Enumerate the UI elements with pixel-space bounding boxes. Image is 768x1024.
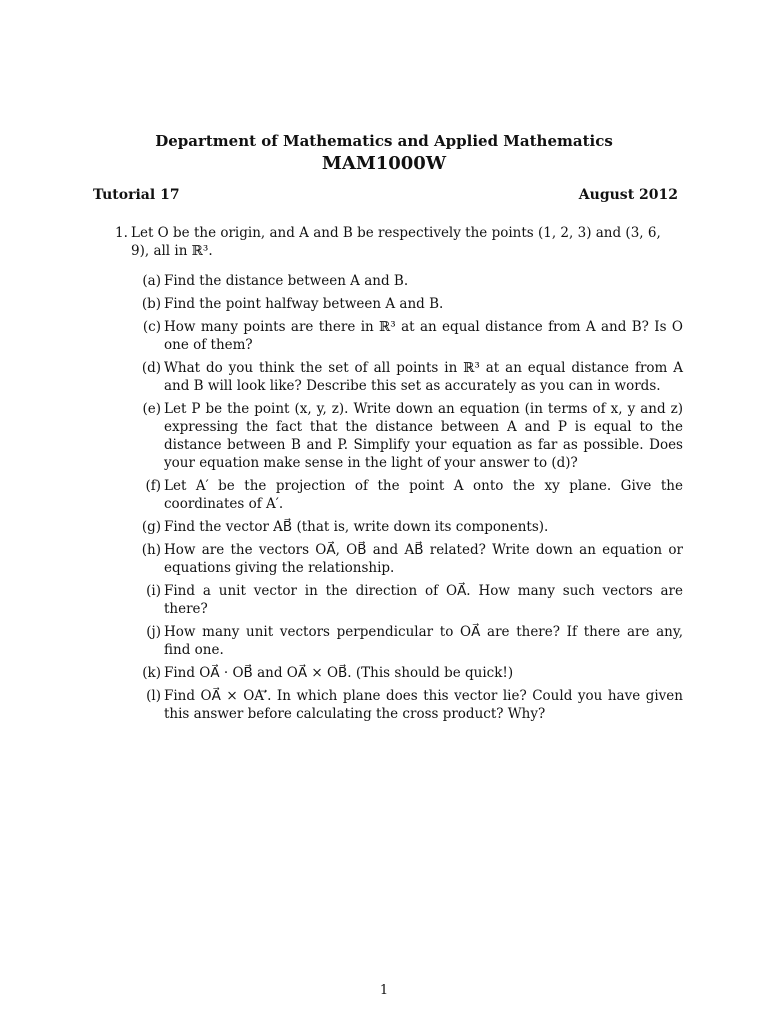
sub-question-e [115, 400, 683, 472]
tutorial-number: Tutorial 17 [93, 187, 180, 203]
sub-question-b [115, 295, 683, 313]
department-heading: Department of Mathematics and Applied Mathematics [155, 132, 613, 150]
tutorial-date: August 2012 [578, 187, 678, 203]
sub-question-label: (g) [141, 519, 161, 535]
sub-question-a [115, 272, 683, 290]
sub-question-f [115, 477, 683, 513]
sub-question-label: (h) [141, 542, 161, 558]
page-number: 1 [379, 983, 389, 998]
sub-question-i [115, 582, 683, 618]
sub-question-text: Find the vector AB⃗ (that is, write down its components). [164, 519, 549, 535]
sub-question-text: What do you think the set of all points in ℝ³ at an equal distance from A and B will look like? Describe this set as accurately as you can in words. [164, 360, 683, 394]
sub-question-label: (e) [142, 401, 161, 417]
sub-question-j [115, 623, 683, 659]
sub-question-text: How many points are there in ℝ³ at an equal distance from A and B? Is O one of them? [164, 319, 683, 353]
sub-question-l [115, 687, 683, 723]
sub-question-text: How are the vectors OA⃗, OB⃗ and AB⃗ related? Write down an equation or equations giving the relationship. [164, 542, 683, 576]
sub-question-label: (i) [146, 583, 161, 599]
course-code: MAM1000W [321, 153, 447, 174]
sub-question-k [115, 664, 683, 682]
sub-question-g [115, 518, 683, 536]
sub-question-label: (a) [142, 273, 161, 289]
sub-question-list [115, 272, 683, 728]
question-1 [115, 224, 683, 722]
sub-question-text: How many unit vectors perpendicular to OA⃗ are there? If there are any, find one. [164, 624, 683, 658]
sub-question-label: (d) [141, 360, 161, 376]
sub-question-label: (b) [141, 296, 161, 312]
sub-question-text: Let P be the point (x, y, z). Write down an equation (in terms of x, y and z) expressing the fact that the distance between A and P is equal to the distance between B and P. Simplify your equation as far as possible. Does your equation make sense in the light of your answer to (d)? [164, 401, 683, 471]
sub-question-c [115, 318, 683, 354]
question-number: 1. [115, 225, 128, 241]
sub-question-d [115, 359, 683, 395]
sub-question-text: Find a unit vector in the direction of OA⃗. How many such vectors are there? [164, 583, 683, 617]
sub-question-label: (l) [146, 688, 161, 704]
sub-question-label: (f) [145, 478, 161, 494]
sub-question-text: Find the point halfway between A and B. [164, 296, 444, 312]
sub-question-text: Let A′ be the projection of the point A onto the xy plane. Give the coordinates of A′. [164, 478, 683, 512]
sub-question-h [115, 541, 683, 577]
sub-question-text: Find the distance between A and B. [164, 273, 409, 289]
sub-question-label: (j) [146, 624, 161, 640]
sub-question-text: Find OA⃗ · OB⃗ and OA⃗ × OB⃗. (This should be quick!) [164, 665, 514, 681]
sub-question-label: (k) [142, 665, 161, 681]
sub-question-text: Find OA⃗ × OA′⃗. In which plane does this vector lie? Could you have given this answer before calculating the cross product? Why? [164, 688, 683, 722]
question-text: Let O be the origin, and A and B be respectively the points (1, 2, 3) and (3, 6, 9), all in ℝ³. [131, 225, 661, 259]
sub-question-label: (c) [142, 319, 161, 335]
